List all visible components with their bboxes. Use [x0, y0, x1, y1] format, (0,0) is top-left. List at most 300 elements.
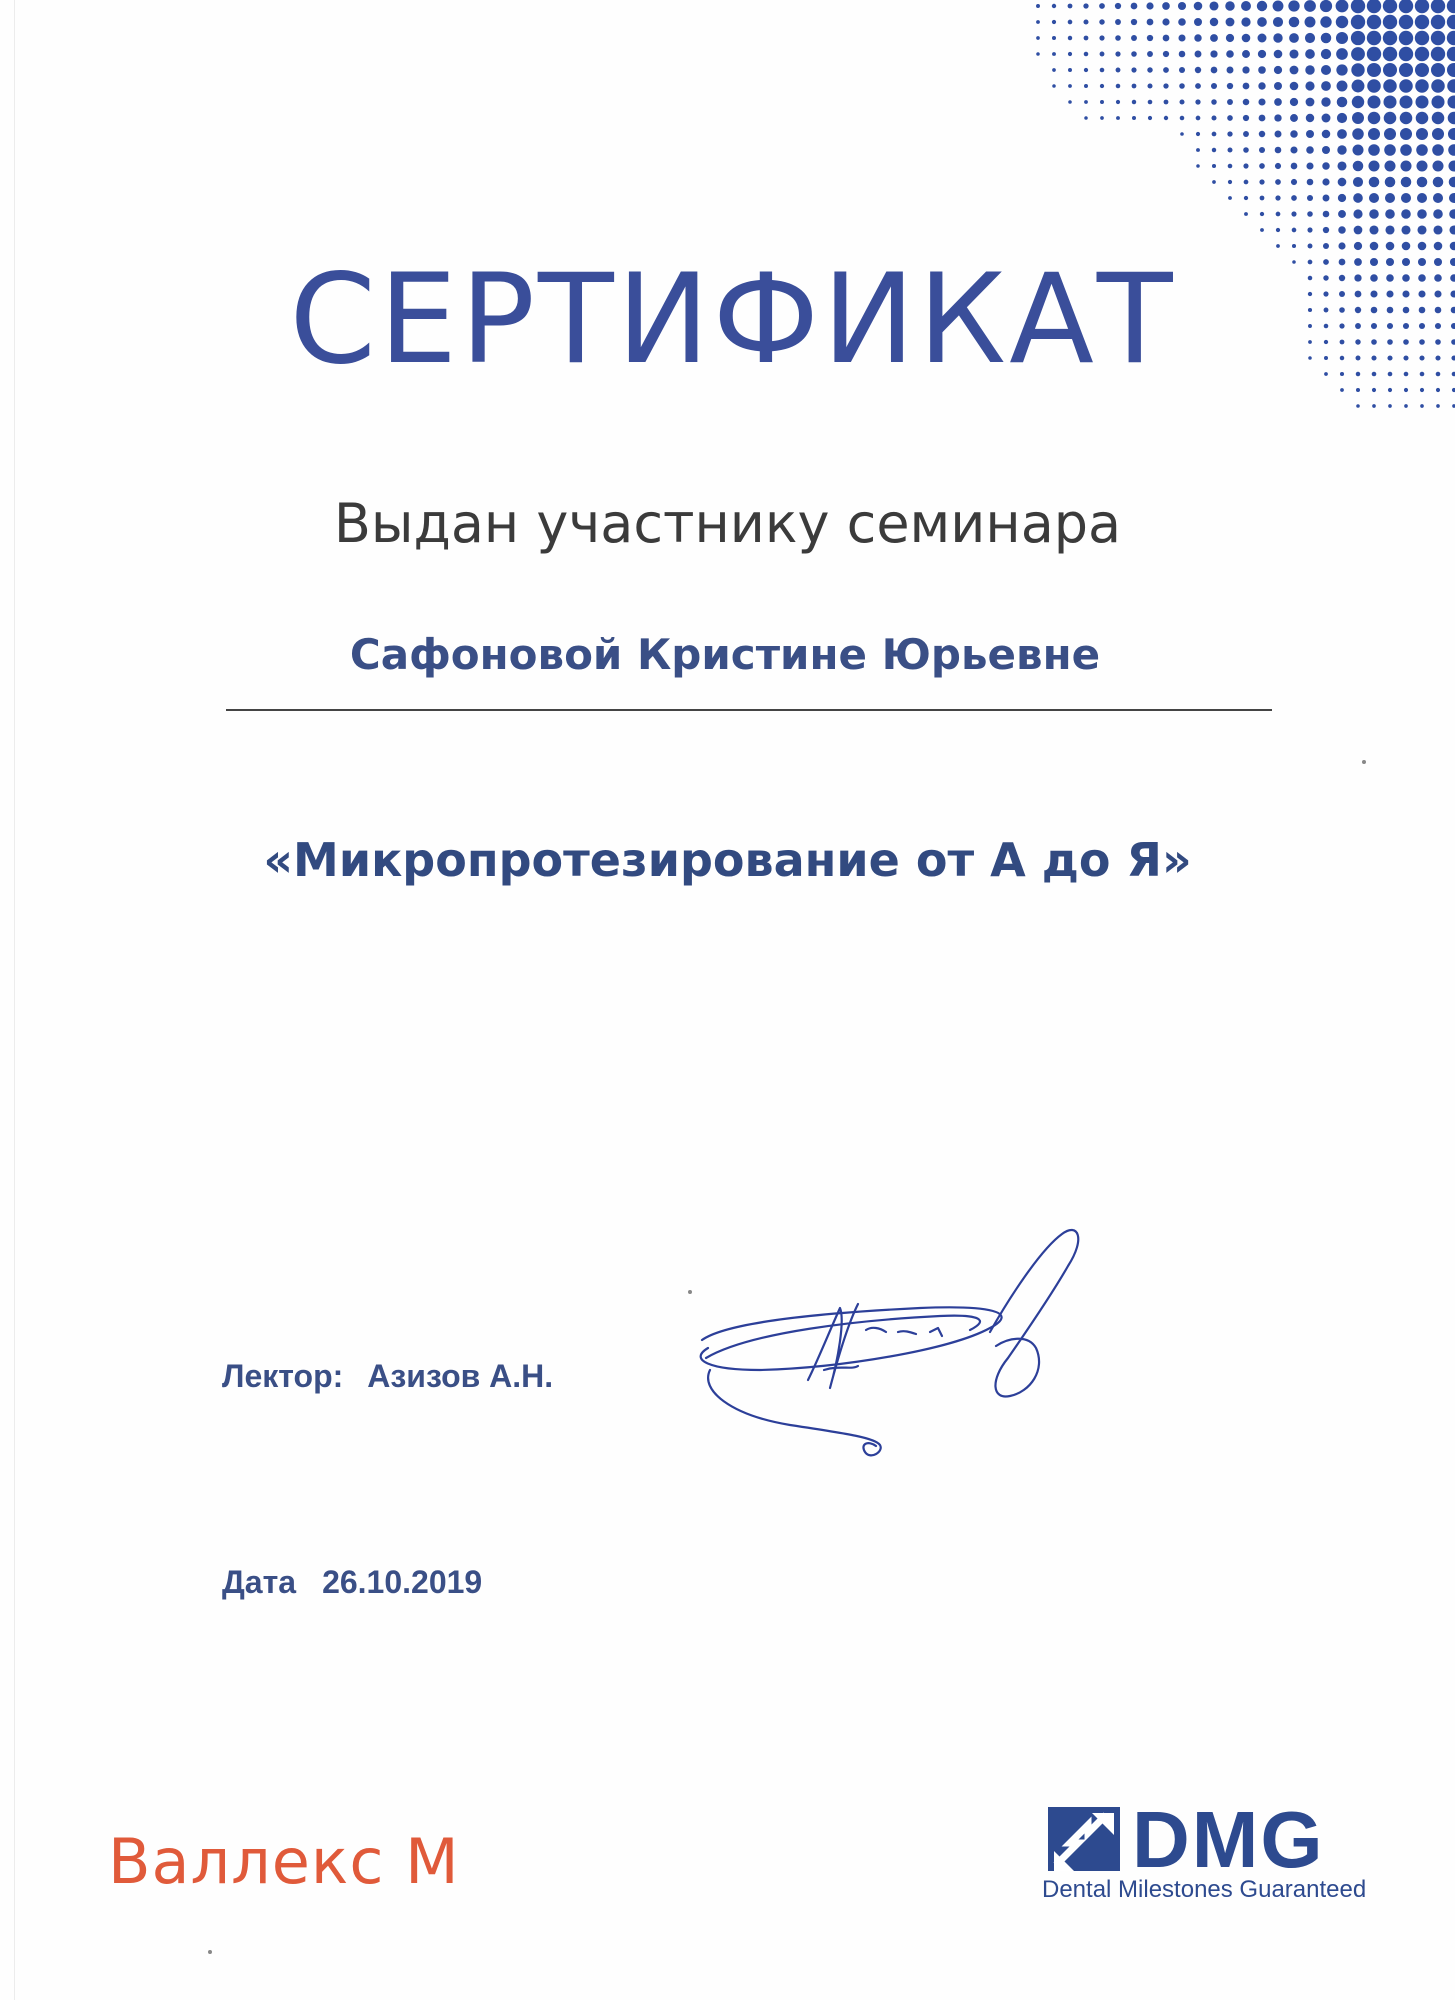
halftone-dot — [1384, 128, 1396, 140]
halftone-dot — [1179, 67, 1185, 73]
halftone-dot — [1404, 388, 1408, 392]
halftone-dot — [1260, 196, 1265, 201]
halftone-dot — [1257, 17, 1267, 27]
halftone-dot — [1225, 1, 1234, 10]
halftone-dot — [1273, 17, 1283, 27]
halftone-dot — [1448, 112, 1455, 125]
paper-speck — [688, 1290, 692, 1294]
halftone-dot — [1383, 0, 1397, 13]
halftone-dot — [1052, 20, 1056, 24]
halftone-dot — [1434, 242, 1443, 251]
halftone-dot — [1367, 15, 1381, 29]
halftone-dot — [1244, 212, 1248, 216]
halftone-dot — [1209, 1, 1218, 10]
halftone-dot — [1163, 83, 1168, 88]
halftone-dot — [1354, 242, 1362, 250]
halftone-dot — [1211, 83, 1217, 89]
halftone-dot — [1417, 209, 1427, 219]
halftone-dot — [1084, 52, 1089, 57]
halftone-dot — [1338, 242, 1345, 249]
halftone-dot — [1356, 404, 1360, 408]
halftone-dot — [1416, 128, 1428, 140]
halftone-dot — [1323, 243, 1329, 249]
halftone-dot — [1243, 83, 1250, 90]
halftone-dot — [1036, 4, 1040, 8]
halftone-dot — [1275, 163, 1281, 169]
halftone-dot — [1436, 388, 1440, 392]
halftone-dot — [1291, 163, 1298, 170]
halftone-dot — [1431, 15, 1445, 29]
halftone-dot — [1243, 131, 1249, 137]
certificate-title: СЕРТИФИКАТ — [289, 248, 1176, 392]
halftone-dot — [1083, 3, 1088, 8]
halftone-dot — [1417, 193, 1427, 203]
halftone-dot — [1416, 144, 1428, 156]
halftone-dot — [1306, 98, 1315, 107]
halftone-dot — [1068, 52, 1072, 56]
halftone-dot — [1290, 82, 1299, 91]
halftone-dot — [1368, 144, 1380, 156]
halftone-dot — [1384, 112, 1397, 125]
halftone-dot — [1052, 84, 1056, 88]
name-underline — [226, 709, 1272, 711]
lecturer-name: Азизов А.Н. — [367, 1358, 554, 1394]
halftone-dot — [1433, 225, 1442, 234]
halftone-dot — [1338, 194, 1346, 202]
halftone-dot — [1242, 34, 1251, 43]
halftone-dot — [1432, 144, 1444, 156]
date-line — [222, 1560, 482, 1604]
halftone-dot — [1195, 83, 1201, 89]
halftone-dot — [1210, 34, 1218, 42]
halftone-dot — [1384, 160, 1395, 171]
halftone-dot — [1275, 147, 1282, 154]
halftone-dot — [1400, 128, 1412, 140]
halftone-dot — [1288, 0, 1299, 11]
halftone-dot — [1336, 64, 1347, 75]
halftone-dot — [1227, 131, 1232, 136]
halftone-dot — [1336, 48, 1348, 60]
halftone-dot — [1306, 114, 1314, 122]
halftone-dot — [1353, 161, 1364, 172]
halftone-dot — [1404, 404, 1408, 408]
seminar-title: «Микропротезирование от А до Я» — [263, 833, 1192, 887]
halftone-dot — [1275, 179, 1281, 185]
halftone-dot — [1068, 100, 1072, 104]
halftone-dot — [1353, 193, 1363, 203]
halftone-dot — [1242, 50, 1250, 58]
halftone-dot — [1241, 1, 1251, 11]
halftone-dot — [1148, 100, 1153, 105]
halftone-dot — [1052, 4, 1056, 8]
halftone-dot — [1162, 18, 1169, 25]
halftone-dot — [1258, 82, 1265, 89]
halftone-dot — [1147, 83, 1152, 88]
halftone-dot — [1226, 50, 1234, 58]
halftone-dot — [1383, 95, 1396, 108]
halftone-dot — [1163, 35, 1170, 42]
halftone-dot — [1257, 1, 1267, 11]
halftone-dot — [1400, 160, 1411, 171]
halftone-dot — [1306, 146, 1314, 154]
halftone-dot — [1227, 67, 1234, 74]
halftone-dot — [1260, 212, 1264, 216]
halftone-dot — [1305, 33, 1315, 43]
halftone-dot — [1370, 242, 1379, 251]
halftone-dot — [1276, 228, 1280, 232]
halftone-dot — [1305, 81, 1314, 90]
halftone-dot — [1100, 84, 1104, 88]
halftone-dot — [1337, 81, 1348, 92]
halftone-dot — [1351, 0, 1365, 13]
halftone-dot — [1244, 196, 1248, 200]
halftone-dot — [1068, 36, 1072, 40]
halftone-dot — [1178, 34, 1185, 41]
halftone-dot — [1164, 116, 1168, 120]
halftone-dot — [1338, 226, 1346, 234]
halftone-dot — [1351, 63, 1364, 76]
halftone-dot — [1258, 66, 1266, 74]
dmg-logo — [1040, 1795, 1380, 1905]
halftone-dot — [1115, 3, 1121, 9]
halftone-dot — [1228, 180, 1232, 184]
halftone-dot — [1431, 47, 1445, 61]
halftone-dot — [1276, 244, 1280, 248]
halftone-dot — [1447, 47, 1455, 61]
halftone-dot — [1115, 19, 1121, 25]
halftone-dot — [1099, 35, 1104, 40]
halftone-dot — [1211, 115, 1216, 120]
halftone-dot — [1321, 97, 1330, 106]
halftone-dot — [1321, 33, 1332, 44]
halftone-dot — [1447, 0, 1455, 13]
halftone-dot — [1164, 100, 1169, 105]
halftone-dot — [1194, 2, 1203, 11]
handwritten-signature — [690, 1220, 1090, 1490]
halftone-dot — [1399, 63, 1413, 77]
halftone-dot — [1447, 63, 1455, 77]
halftone-dot — [1274, 66, 1282, 74]
halftone-dot — [1322, 178, 1329, 185]
halftone-dot — [1274, 50, 1283, 59]
halftone-dot — [1178, 18, 1186, 26]
halftone-dot — [1163, 67, 1169, 73]
halftone-dot — [1447, 31, 1455, 45]
halftone-dot — [1194, 18, 1202, 26]
halftone-dot — [1179, 51, 1186, 58]
halftone-dot — [1340, 388, 1344, 392]
halftone-dot — [1084, 116, 1088, 120]
halftone-dot — [1211, 99, 1217, 105]
halftone-dot — [1305, 65, 1314, 74]
halftone-dot — [1131, 35, 1137, 41]
halftone-dot — [1367, 0, 1381, 13]
halftone-dot — [1132, 116, 1136, 120]
dmg-wordmark: DMG — [1132, 1795, 1325, 1884]
halftone-dot — [1291, 211, 1296, 216]
halftone-dot — [1402, 242, 1411, 251]
halftone-dot — [1448, 128, 1455, 140]
halftone-dot — [1353, 177, 1363, 187]
halftone-dot — [1323, 211, 1330, 218]
halftone-dot — [1383, 63, 1397, 77]
halftone-dot — [1352, 144, 1363, 155]
halftone-dot — [1431, 31, 1445, 45]
halftone-dot — [1099, 3, 1105, 9]
halftone-dot — [1084, 84, 1088, 88]
halftone-dot — [1418, 242, 1427, 251]
halftone-dot — [1290, 130, 1298, 138]
halftone-dot — [1291, 179, 1297, 185]
halftone-dot — [1415, 47, 1429, 61]
lecturer-line — [222, 1354, 553, 1398]
halftone-dot — [1274, 114, 1281, 121]
halftone-dot — [1146, 2, 1153, 9]
halftone-dot — [1228, 196, 1232, 200]
halftone-dot — [1352, 80, 1365, 93]
halftone-dot — [1307, 195, 1313, 201]
halftone-dot — [1289, 49, 1298, 58]
halftone-dot — [1148, 116, 1152, 120]
halftone-dot — [1068, 68, 1072, 72]
halftone-dot — [1212, 180, 1216, 184]
halftone-dot — [1147, 19, 1154, 26]
halftone-dot — [1084, 68, 1088, 72]
halftone-dot — [1258, 34, 1267, 43]
halftone-dot — [1415, 15, 1429, 29]
halftone-dot — [1449, 177, 1455, 188]
halftone-dot — [1227, 115, 1233, 121]
halftone-dot — [1386, 242, 1395, 251]
halftone-dot — [1131, 51, 1137, 57]
halftone-dot — [1226, 34, 1234, 42]
halftone-dot — [1084, 36, 1089, 41]
halftone-dot — [1178, 2, 1186, 10]
halftone-dot — [1116, 84, 1121, 89]
halftone-dot — [1036, 36, 1040, 40]
halftone-dot — [1322, 146, 1330, 154]
halftone-dot — [1179, 83, 1185, 89]
halftone-dot — [1336, 0, 1349, 12]
halftone-dot — [1352, 96, 1364, 108]
halftone-dot — [1432, 112, 1445, 125]
halftone-dot — [1115, 35, 1121, 41]
halftone-dot — [1243, 163, 1248, 168]
halftone-dot — [1052, 68, 1056, 72]
halftone-dot — [1400, 112, 1413, 125]
halftone-dot — [1352, 112, 1364, 124]
halftone-dot — [1243, 115, 1249, 121]
halftone-dot — [1131, 3, 1138, 10]
halftone-dot — [1416, 160, 1427, 171]
halftone-dot — [1351, 15, 1365, 29]
halftone-dot — [1356, 388, 1360, 392]
halftone-dot — [1227, 83, 1233, 89]
halftone-dot — [1368, 160, 1379, 171]
halftone-dot — [1147, 35, 1153, 41]
halftone-dot — [1052, 52, 1056, 56]
halftone-dot — [1210, 50, 1217, 57]
paper-speck — [1362, 760, 1366, 764]
halftone-dot — [1367, 47, 1381, 61]
halftone-dot — [1290, 98, 1298, 106]
halftone-dot — [1400, 144, 1412, 156]
halftone-dot — [1320, 16, 1331, 27]
halftone-dot — [1228, 164, 1233, 169]
halftone-dot — [1431, 95, 1444, 108]
halftone-dot — [1196, 164, 1200, 168]
paper-speck — [208, 1950, 212, 1954]
halftone-dot — [1163, 51, 1169, 57]
halftone-dot — [1420, 404, 1424, 408]
halftone-dot — [1351, 47, 1365, 61]
halftone-dot — [1431, 63, 1445, 77]
halftone-dot — [1116, 116, 1120, 120]
halftone-dot — [1321, 81, 1331, 91]
halftone-dot — [1448, 144, 1455, 156]
halftone-dot — [1322, 114, 1331, 123]
halftone-dot — [1321, 65, 1331, 75]
halftone-dot — [1368, 128, 1380, 140]
halftone-dot — [1337, 97, 1348, 108]
halftone-dot — [1353, 209, 1362, 218]
halftone-dot — [1274, 82, 1282, 90]
halftone-dot — [1131, 19, 1137, 25]
halftone-dot — [1415, 0, 1429, 13]
dmg-arrow-icon — [1048, 1807, 1120, 1871]
vallex-logo: Валлекс М — [108, 1825, 460, 1898]
halftone-dot — [1337, 113, 1347, 123]
halftone-dot — [1307, 227, 1312, 232]
halftone-dot — [1195, 51, 1202, 58]
halftone-dot — [1367, 95, 1380, 108]
halftone-dot — [1258, 98, 1265, 105]
halftone-dot — [1131, 67, 1136, 72]
halftone-dot — [1308, 244, 1313, 249]
halftone-dot — [1388, 404, 1392, 408]
halftone-dot — [1449, 193, 1455, 203]
halftone-dot — [1401, 193, 1411, 203]
halftone-dot — [1336, 16, 1348, 28]
halftone-dot — [1399, 95, 1412, 108]
halftone-dot — [1337, 145, 1346, 154]
halftone-dot — [1275, 195, 1280, 200]
halftone-dot — [1337, 129, 1347, 139]
date-label: Дата — [222, 1564, 297, 1600]
recipient-name: Сафоновой Кристине Юрьевне — [349, 630, 1101, 679]
halftone-dot — [1433, 193, 1443, 203]
halftone-dot — [1321, 49, 1331, 59]
halftone-dot — [1415, 31, 1429, 45]
halftone-dot — [1401, 177, 1412, 188]
halftone-dot — [1385, 209, 1395, 219]
halftone-dot — [1388, 388, 1392, 392]
halftone-dot — [1372, 388, 1376, 392]
halftone-dot — [1036, 52, 1040, 56]
halftone-dot — [1401, 209, 1411, 219]
halftone-dot — [1068, 84, 1072, 88]
halftone-dot — [1383, 47, 1397, 61]
halftone-dot — [1367, 63, 1381, 77]
halftone-dot — [1100, 116, 1104, 120]
halftone-dot — [1083, 19, 1088, 24]
halftone-dot — [1084, 100, 1088, 104]
halftone-dot — [1179, 99, 1184, 104]
halftone-dot — [1273, 1, 1284, 12]
halftone-dot — [1433, 209, 1443, 219]
halftone-dot — [1306, 162, 1313, 169]
halftone-dot — [1305, 17, 1316, 28]
halftone-dot — [1304, 0, 1316, 12]
halftone-dot — [1068, 20, 1073, 25]
halftone-dot — [1180, 132, 1184, 136]
halftone-dot — [1116, 68, 1121, 73]
halftone-dot — [1241, 17, 1250, 26]
halftone-dot — [1162, 2, 1170, 10]
halftone-dot — [1273, 33, 1282, 42]
halftone-dot — [1337, 161, 1346, 170]
halftone-dot — [1227, 99, 1233, 105]
halftone-dot — [1260, 228, 1264, 232]
halftone-dot — [1432, 160, 1443, 171]
halftone-dot — [1448, 160, 1455, 171]
halftone-dot — [1290, 146, 1297, 153]
halftone-dot — [1352, 128, 1364, 140]
halftone-dot — [1369, 225, 1378, 234]
halftone-dot — [1195, 67, 1201, 73]
halftone-dot — [1320, 0, 1332, 12]
halftone-dot — [1367, 79, 1381, 93]
halftone-dot — [1338, 178, 1347, 187]
halftone-dot — [1415, 95, 1428, 108]
halftone-dot — [1212, 148, 1216, 152]
halftone-dot — [1338, 210, 1346, 218]
halftone-dot — [1274, 98, 1282, 106]
halftone-dot — [1099, 19, 1104, 24]
halftone-dot — [1431, 0, 1445, 13]
halftone-dot — [1307, 179, 1314, 186]
halftone-dot — [1259, 147, 1265, 153]
halftone-dot — [1433, 177, 1444, 188]
halftone-dot — [1323, 195, 1330, 202]
halftone-dot — [1259, 115, 1266, 122]
halftone-dot — [1449, 225, 1455, 234]
halftone-dot — [1447, 15, 1455, 29]
halftone-dot — [1211, 67, 1218, 74]
halftone-dot — [1290, 66, 1299, 75]
halftone-dot — [1322, 130, 1331, 139]
halftone-dot — [1291, 195, 1297, 201]
halftone-dot — [1194, 34, 1201, 41]
halftone-dot — [1383, 15, 1397, 29]
halftone-dot — [1336, 32, 1348, 44]
halftone-dot — [1036, 20, 1040, 24]
halftone-dot — [1289, 17, 1300, 28]
halftone-dot — [1354, 226, 1363, 235]
halftone-dot — [1322, 162, 1330, 170]
halftone-dot — [1195, 99, 1200, 104]
halftone-dot — [1292, 244, 1296, 248]
halftone-dot — [1372, 404, 1376, 408]
halftone-dot — [1100, 100, 1104, 104]
halftone-dot — [1259, 179, 1264, 184]
halftone-dot — [1385, 177, 1396, 188]
halftone-dot — [1306, 130, 1314, 138]
halftone-dot — [1116, 100, 1120, 104]
halftone-dot — [1432, 128, 1444, 140]
halftone-dot — [1259, 163, 1265, 169]
halftone-dot — [1383, 79, 1397, 93]
